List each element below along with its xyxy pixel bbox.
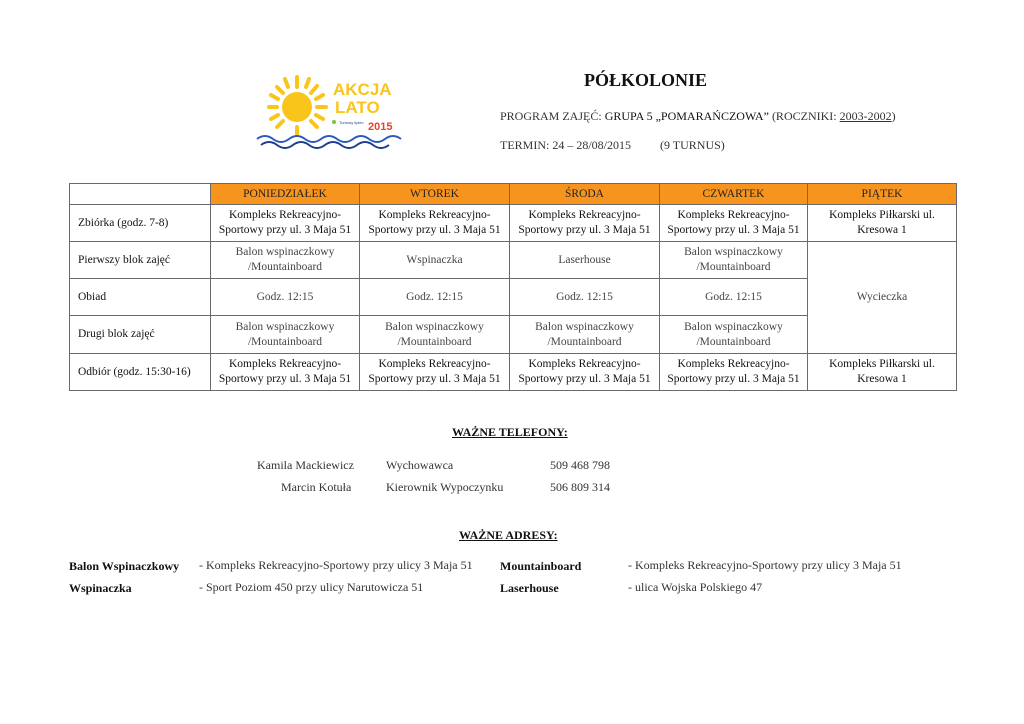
table-cell: Laserhouse bbox=[510, 242, 660, 279]
phones-heading: WAŻNE TELEFONY: bbox=[452, 425, 568, 439]
row-label: Zbiórka (godz. 7-8) bbox=[70, 205, 211, 242]
contact-role: Kierownik Wypoczynku bbox=[386, 480, 504, 494]
table-cell: Balon wspinaczkowy /Mountainboard bbox=[510, 316, 660, 354]
contact-phone: 509 468 798 bbox=[550, 458, 610, 472]
table-cell: Balon wspinaczkowy /Mountainboard bbox=[360, 316, 510, 354]
table-cell: Balon wspinaczkowy /Mountainboard bbox=[660, 242, 808, 279]
table-cell: Wspinaczka bbox=[360, 242, 510, 279]
program-years-prefix: (ROCZNIKI: bbox=[771, 109, 837, 123]
page-title: PÓŁKOLONIE bbox=[584, 70, 708, 90]
table-cell: Kompleks Rekreacyjno-Sportowy przy ul. 3 Maja 51 bbox=[211, 354, 360, 391]
term-turnus: (9 TURNUS) bbox=[660, 138, 725, 152]
logo-small-text: Turnusy lipiec bbox=[339, 120, 364, 125]
contact-phone: 506 809 314 bbox=[550, 480, 610, 494]
address-value: - ulica Wojska Polskiego 47 bbox=[628, 580, 763, 594]
table-cell: Balon wspinaczkowy /Mountainboard bbox=[211, 316, 360, 354]
akcja-lato-logo bbox=[255, 75, 410, 155]
address-value: - Kompleks Rekreacyjno-Sportowy przy ulicy 3 Maja 51 bbox=[199, 558, 473, 572]
table-cell: Godz. 12:15 bbox=[211, 279, 360, 316]
table-cell: Balon wspinaczkowy /Mountainboard bbox=[211, 242, 360, 279]
table-cell: Godz. 12:15 bbox=[510, 279, 660, 316]
table-cell: Kompleks Rekreacyjno-Sportowy przy ul. 3 Maja 51 bbox=[211, 205, 360, 242]
table-row bbox=[70, 205, 957, 242]
row-label: Drugi blok zajęć bbox=[70, 316, 211, 354]
schedule-table bbox=[69, 183, 957, 391]
program-group: GRUPA 5 „POMARAŃCZOWA” bbox=[604, 109, 769, 123]
table-cell: Godz. 12:15 bbox=[360, 279, 510, 316]
day-header: WTOREK bbox=[360, 184, 510, 205]
day-header: PIĄTEK bbox=[808, 184, 957, 205]
address-name: Laserhouse bbox=[500, 581, 559, 595]
friday-merged-cell: Wycieczka bbox=[808, 242, 957, 354]
logo-line1: AKCJA bbox=[333, 80, 392, 99]
term-line bbox=[500, 138, 725, 153]
program-years: 2003-2002 bbox=[839, 109, 892, 123]
table-cell: Kompleks Rekreacyjno-Sportowy przy ul. 3 Maja 51 bbox=[660, 354, 808, 391]
day-header: ŚRODA bbox=[510, 184, 660, 205]
table-cell: Kompleks Rekreacyjno-Sportowy przy ul. 3 Maja 51 bbox=[510, 354, 660, 391]
program-years-suffix: ) bbox=[891, 109, 896, 123]
header-row bbox=[70, 184, 957, 205]
logo-line2: LATO bbox=[335, 98, 380, 117]
contact-name: Kamila Mackiewicz bbox=[257, 458, 354, 472]
table-row bbox=[70, 242, 957, 279]
addresses-heading: WAŻNE ADRESY: bbox=[459, 528, 558, 542]
table-cell: Godz. 12:15 bbox=[660, 279, 808, 316]
term-label: TERMIN: 24 – 28/08/2015 bbox=[500, 138, 631, 152]
contact-role: Wychowawca bbox=[386, 458, 454, 472]
table-cell: Kompleks Rekreacyjno-Sportowy przy ul. 3 Maja 51 bbox=[510, 205, 660, 242]
address-value: - Kompleks Rekreacyjno-Sportowy przy ulicy 3 Maja 51 bbox=[628, 558, 902, 572]
day-header: PONIEDZIAŁEK bbox=[211, 184, 360, 205]
table-cell: Kompleks Rekreacyjno-Sportowy przy ul. 3 Maja 51 bbox=[660, 205, 808, 242]
row-label: Obiad bbox=[70, 279, 211, 316]
contact-name: Marcin Kotuła bbox=[281, 480, 352, 494]
row-label: Pierwszy blok zajęć bbox=[70, 242, 211, 279]
logo-year: 2015 bbox=[368, 121, 393, 133]
table-cell: Kompleks Rekreacyjno-Sportowy przy ul. 3 Maja 51 bbox=[360, 205, 510, 242]
sun-logo-icon bbox=[255, 75, 410, 155]
address-value: - Sport Poziom 450 przy ulicy Narutowicza 51 bbox=[199, 580, 424, 594]
day-header: CZWARTEK bbox=[660, 184, 808, 205]
row-label: Odbiór (godz. 15:30-16) bbox=[70, 354, 211, 391]
program-prefix: PROGRAM ZAJĘĆ: bbox=[500, 109, 602, 123]
table-cell: Balon wspinaczkowy /Mountainboard bbox=[660, 316, 808, 354]
program-line bbox=[500, 109, 896, 124]
address-name: Balon Wspinaczkowy bbox=[69, 559, 180, 573]
address-name: Mountainboard bbox=[500, 559, 582, 573]
table-row bbox=[70, 354, 957, 391]
table-cell: Kompleks Piłkarski ul. Kresowa 1 bbox=[808, 205, 957, 242]
table-cell: Kompleks Rekreacyjno-Sportowy przy ul. 3 Maja 51 bbox=[360, 354, 510, 391]
corner-cell bbox=[70, 184, 211, 205]
address-name: Wspinaczka bbox=[69, 581, 132, 595]
table-cell: Kompleks Piłkarski ul. Kresowa 1 bbox=[808, 354, 957, 391]
